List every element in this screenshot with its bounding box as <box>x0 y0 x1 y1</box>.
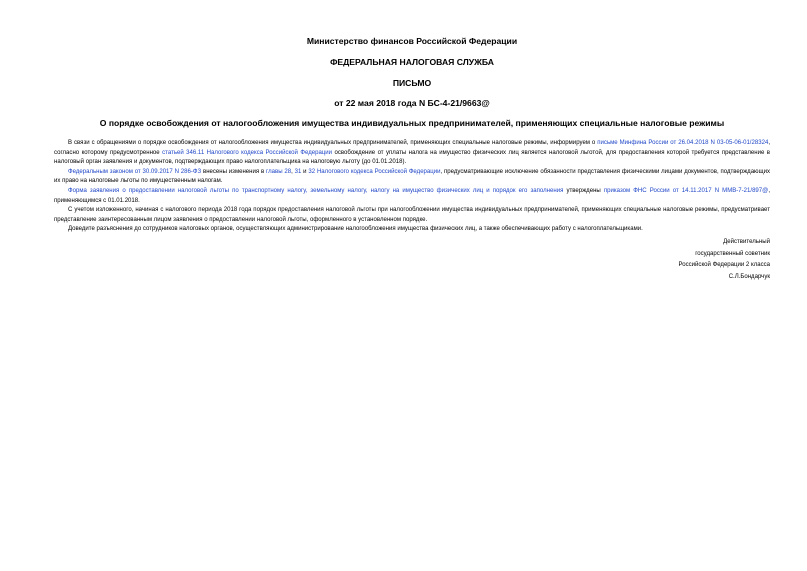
paragraph-text: внесены изменения в <box>201 168 267 175</box>
paragraph-4 <box>54 206 770 225</box>
paragraph-text: Доведите разъяснения до сотрудников налоговых органов, осуществляющих администрирование налогообложения имущества физических лиц, а также обеспечивающих работу с налогоплательщиками. <box>68 226 643 233</box>
paragraph-text: утверждены <box>563 187 604 194</box>
document-type: ПИСЬМО <box>392 78 432 88</box>
link-chapter-32[interactable]: 32 Налогового кодекса Российской Федерации <box>308 168 441 175</box>
link-chapter-28[interactable]: главы 28 <box>266 168 292 175</box>
signer-title-line-3: Российской Федерации 2 класса <box>678 262 770 269</box>
link-chapter-31[interactable]: 31 <box>294 168 302 175</box>
paragraph-text: , <box>291 168 295 175</box>
signer-title-line-1: Действительный <box>723 238 770 245</box>
document-body <box>54 139 770 235</box>
link-federal-law-286[interactable]: Федеральным законом от 30.09.2017 N 286-ФЗ <box>68 168 202 175</box>
paragraph-text: , применяющимся с 01.01.2018. <box>54 187 770 204</box>
link-article-346-11[interactable]: статьей 346.11 Налогового кодекса Российской Федерации <box>162 149 333 156</box>
link-minfin-letter[interactable]: письме Минфина России от 26.04.2018 N 03-05-06-01/28324 <box>597 140 769 146</box>
paragraph-5 <box>54 225 770 235</box>
service-name: ФЕДЕРАЛЬНАЯ НАЛОГОВАЯ СЛУЖБА <box>330 57 494 67</box>
paragraph-3 <box>54 187 770 206</box>
document-subject: О порядке освобождения от налогообложения имущества индивидуальных предпринимателей, применяющих специальные налоговые режимы <box>99 118 725 128</box>
ministry-name: Министерство финансов Российской Федерации <box>306 36 518 46</box>
link-application-form[interactable]: Форма заявления о предоставлении налоговой льготы по транспортному налогу, земельному налогу, налогу на имущество физических лиц и порядок его заполнения <box>68 187 564 194</box>
link-fns-order[interactable]: приказом ФНС России от 14.11.2017 N ММВ-7-21/897@ <box>603 187 769 194</box>
paragraph-text: и <box>301 168 309 175</box>
document-date-number: от 22 мая 2018 года N БС-4-21/9663@ <box>334 98 490 108</box>
document-page <box>54 30 770 283</box>
signature-block <box>54 237 770 283</box>
paragraph-text: С учетом изложенного, начиная с налогового периода 2018 года порядок предоставления налоговой льготы при налогообложении имущества индивидуальных предпринимателей, применяющих специальные налоговые режимы, предусматривает представление заинтересованным лицом заявления о предоставлении налоговой льготы, оформленного в установленном порядке. <box>54 207 770 223</box>
signer-title-line-2: государственный советник <box>695 250 770 257</box>
paragraph-text: В связи с обращениями о порядке освобождения от налогообложения имущества индивидуальных предпринимателей, применяющих специальные налоговые режимы, информируем о <box>68 140 598 146</box>
paragraph-1 <box>54 139 770 168</box>
paragraph-text: освобождение от уплаты налога на имущество физических лиц является налоговой льготой, для предоставления которой требуется представление в налоговый орган заявления и документов, подтверждающих право налогоплательщика на налоговую льготу (до 01.01.2018). <box>54 149 770 166</box>
paragraph-text: , предусматривающие исключение обязанности представления физическими лицами документов, подтверждающих их право на налоговые льготы по имущественным налогам. <box>54 168 770 185</box>
paragraph-2 <box>54 168 770 187</box>
signer-name: С.Л.Бондарчук <box>728 273 770 280</box>
paragraph-text: , согласно которому предусмотренное <box>54 140 770 156</box>
